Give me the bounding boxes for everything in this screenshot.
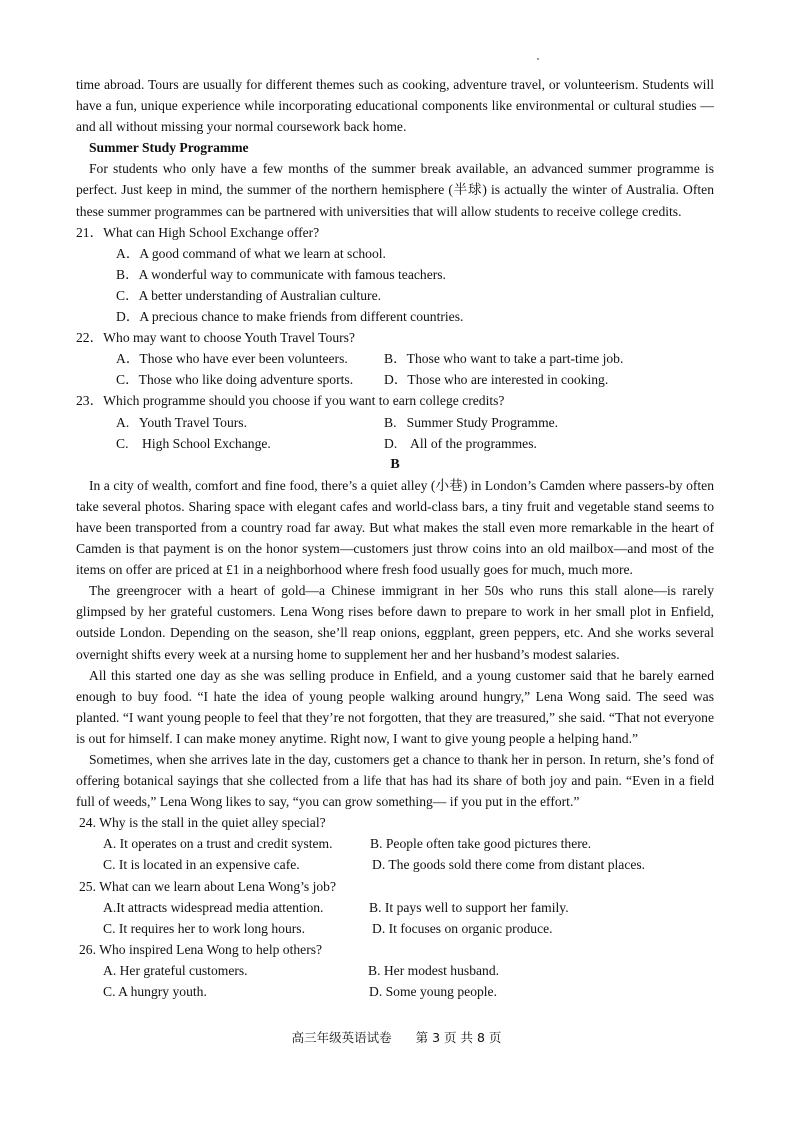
question-stem: 22．Who may want to choose Youth Travel Tours?: [76, 330, 355, 346]
passage-b-paragraph-4: Sometimes, when she arrives late in the day, customers get a chance to thank her in person. In return, she’s fond of offering botanical sayings that she collected from a life that has had its share of both joy and pain. “Even in a field full of weeds,” Lena Wong likes to say, “you can grow something— if you put in the effort.”: [76, 752, 714, 810]
option-d: D. It focuses on organic produce.: [372, 920, 553, 936]
option-b: B．A wonderful way to communicate with famous teachers.: [116, 266, 446, 282]
passage-b-paragraph-1: In a city of wealth, comfort and fine food, there’s a quiet alley (小巷) in London’s Camden where passers-by often take several photos. Sharing space with elegant cafes and world-class bars, a tiny fruit and vegetable stand seems to have been transported from a country road far away. But what makes the stall even more remarkable in the heart of Camden is that payment is on the honor system—customers just throw coins into an old mailbox—and most of the items on offer are priced at £1 in a neighborhood where fresh food usually goes for much, much more.: [76, 477, 714, 578]
options-row: [76, 433, 714, 454]
section-b-title: B: [390, 456, 400, 472]
option-b: B. Her modest husband.: [368, 962, 500, 978]
option-a: A．A good command of what we learn at school.: [116, 245, 386, 261]
option-d: D. All of the programmes.: [384, 435, 537, 451]
option-c: C. It requires her to work long hours.: [103, 920, 305, 936]
option-d: D. The goods sold there come from distant places.: [372, 857, 646, 873]
options-row: [76, 960, 714, 981]
page-footer: [0, 1030, 793, 1046]
option-b: B. People often take good pictures there.: [370, 836, 592, 852]
option-b: B. It pays well to support her family.: [369, 899, 569, 915]
question-stem: 24. Why is the stall in the quiet alley special?: [79, 815, 326, 831]
option-a: A. It operates on a trust and credit system.: [103, 836, 333, 852]
option-a: A．Those who have ever been volunteers.: [116, 351, 348, 367]
question-24: [76, 812, 714, 875]
option-c: C. It is located in an expensive cafe.: [103, 857, 300, 873]
options-row: [76, 854, 714, 875]
question-stem: 21．What can High School Exchange offer?: [76, 224, 320, 240]
option-c: C. High School Exchange.: [116, 435, 271, 451]
option-d: D. Some young people.: [369, 984, 497, 1000]
page-number: 第 3 页 共 8 页: [415, 1030, 502, 1045]
question-stem: 23．Which programme should you choose if you want to earn college credits?: [76, 393, 505, 409]
exam-title: 高三年级英语试卷: [291, 1030, 392, 1045]
options-row: [76, 412, 714, 433]
options-row: [76, 833, 714, 854]
option-c: C．A better understanding of Australian culture.: [116, 287, 382, 303]
option-b: B．Those who want to take a part-time job.: [384, 351, 624, 367]
option-a: A. Youth Travel Tours.: [116, 414, 247, 430]
options-row: [76, 981, 714, 1002]
question-stem: 25. What can we learn about Lena Wong’s job?: [79, 878, 336, 894]
option-a: A.It attracts widespread media attention.: [103, 899, 324, 915]
question-23: [76, 390, 714, 453]
question-26: [76, 939, 714, 1002]
passage-b-paragraph-2: The greengrocer with a heart of gold—a Chinese immigrant in her 50s who runs this stall alone—is rarely glimpsed by her grateful customers. Lena Wong rises before dawn to prepare to work in her small plot in Enfield, outside London. Depending on the season, she’ll reap onions, eggplant, green peppers, etc. And she works several overnight shifts every week at a nursing home to supplement her and her husband’s modest salaries.: [76, 583, 714, 662]
passage-b-paragraph-3: All this started one day as she was selling produce in Enfield, and a young customer said that he barely earned enough to buy food. “I hate the idea of young people walking around hungry,” Lena Wong said. The seed was planted. “I want young people to feel that they’re not forgotten, that they are treasured,” she said. “That not everyone is out for himself. I can make money anytime. Right now, I want to give young people a helping hand.”: [76, 667, 714, 746]
passage-a-tail-paragraph: time abroad. Tours are usually for different themes such as cooking, adventure travel, or volunteerism. Students will have a fun, unique experience while incorporating educational components like environmental or cultural studies — and all without missing your normal coursework back home.: [76, 77, 714, 135]
option-c: C．Those who like doing adventure sports.: [116, 372, 354, 388]
option-b: B. Summer Study Programme.: [384, 414, 559, 430]
option-a: A. Her grateful customers.: [103, 962, 248, 978]
options-row: [76, 369, 714, 390]
question-stem: 26. Who inspired Lena Wong to help others?: [79, 941, 323, 957]
question-25: [76, 876, 714, 939]
summer-programme-paragraph: For students who only have a few months of the summer break available, an advanced summer programme is perfect. Just keep in mind, the summer of the northern hemisphere (半球) is actually the winter of Australia. Often these summer programmes can be partnered with universities that will allow students to receive college credits.: [76, 161, 714, 219]
summer-programme-heading: Summer Study Programme: [89, 140, 249, 156]
question-21: [76, 222, 714, 327]
options-row: [76, 348, 714, 369]
question-22: [76, 327, 714, 390]
exam-page: [76, 74, 714, 1002]
option-d: D．A precious chance to make friends from different countries.: [116, 309, 464, 325]
options-row: [76, 897, 714, 918]
option-d: D．Those who are interested in cooking.: [384, 372, 609, 388]
scan-dot: [537, 58, 539, 60]
option-c: C. A hungry youth.: [103, 984, 207, 1000]
options-row: [76, 918, 714, 939]
